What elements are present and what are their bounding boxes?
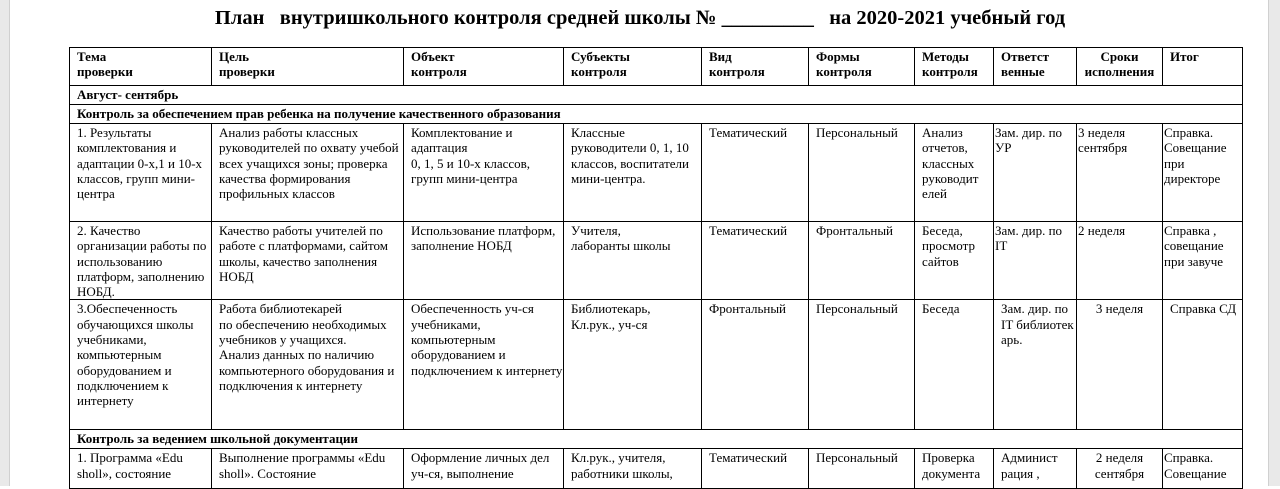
- table-row: [70, 124, 1243, 222]
- cell-form: Фронтальный: [809, 222, 915, 300]
- cell-deadline: 2 неделя сентября: [1077, 449, 1163, 489]
- cell-subjects: Библиотекарь, Кл.рук., уч-ся: [564, 300, 702, 430]
- cell-topic: 3.Обеспеченность обучающихся школы учебниками, компьютерным оборудованием и подключением к интернету: [70, 300, 212, 430]
- cell-subjects: Учителя, лаборанты школы: [564, 222, 702, 300]
- table-row: [70, 300, 1243, 430]
- cell-object: Комплектование и адаптация 0, 1, 5 и 10-х классов, групп мини-центра: [404, 124, 564, 222]
- cell-responsible: Зам. дир. по УР: [994, 124, 1077, 222]
- cell-methods: Анализ отчетов, классных руководит елей: [915, 124, 994, 222]
- control-plan-table: [69, 47, 1243, 489]
- cell-form: Персональный: [809, 300, 915, 430]
- cell-kind: Фронтальный: [702, 300, 809, 430]
- cell-goal: Анализ работы классных руководителей по охвату учебой всех учащихся зоны; проверка качества формирования профильных классов: [212, 124, 404, 222]
- cell-result: Справка. Совещание: [1163, 449, 1243, 489]
- table-row: [70, 449, 1243, 489]
- cell-kind: Тематический: [702, 124, 809, 222]
- header-deadline: Сроки исполнения: [1077, 48, 1163, 86]
- cell-deadline: 3 неделя: [1077, 300, 1163, 430]
- cell-form: Персональный: [809, 124, 915, 222]
- cell-result: Справка СД: [1163, 300, 1243, 430]
- header-subjects: Субъекты контроля: [564, 48, 702, 86]
- section-row: [70, 430, 1243, 449]
- cell-responsible: Зам. дир. по IT: [994, 222, 1077, 300]
- cell-object: Использование платформ, заполнение НОБД: [404, 222, 564, 300]
- cell-kind: Тематический: [702, 222, 809, 300]
- section-title: Контроль за обеспечением прав ребенка на получение качественного образования: [70, 105, 1243, 124]
- cell-subjects: Кл.рук., учителя, работники школы,: [564, 449, 702, 489]
- cell-methods: Беседа, просмотр сайтов: [915, 222, 994, 300]
- cell-goal: Выполнение программы «Edu sholl». Состояние: [212, 449, 404, 489]
- cell-responsible: Зам. дир. по IT библиотек арь.: [994, 300, 1077, 430]
- cell-methods: Проверка документа: [915, 449, 994, 489]
- header-object: Объект контроля: [404, 48, 564, 86]
- header-row: [70, 48, 1243, 86]
- table-row: [70, 222, 1243, 300]
- page-edge-left: [0, 0, 10, 486]
- cell-responsible: Админист рация ,: [994, 449, 1077, 489]
- section-row: [70, 105, 1243, 124]
- header-form: Формы контроля: [809, 48, 915, 86]
- header-methods: Методы контроля: [915, 48, 994, 86]
- cell-form: Персональный: [809, 449, 915, 489]
- cell-methods: Беседа: [915, 300, 994, 430]
- cell-goal: Качество работы учителей по работе с платформами, сайтом школы, качество заполнения НОБД: [212, 222, 404, 300]
- period-row: [70, 86, 1243, 105]
- cell-topic: 1. Программа «Edu sholl», состояние: [70, 449, 212, 489]
- cell-object: Обеспеченность уч-ся учебниками, компьютерным оборудованием и подключением к интернету: [404, 300, 564, 430]
- header-kind: Вид контроля: [702, 48, 809, 86]
- cell-result: Справка. Совещание при директоре: [1163, 124, 1243, 222]
- section-title: Контроль за ведением школьной документации: [70, 430, 1243, 449]
- cell-topic: 2. Качество организации работы по использованию платформ, заполнению НОБД.: [70, 222, 212, 300]
- header-result: Итог: [1163, 48, 1243, 86]
- cell-kind: Тематический: [702, 449, 809, 489]
- document-title: План внутришкольного контроля средней школы № _________ на 2020-2021 учебный год: [214, 7, 1066, 29]
- period-label: Август- сентябрь: [70, 86, 1243, 105]
- cell-deadline: 3 неделя сентября: [1077, 124, 1163, 222]
- cell-subjects: Классные руководители 0, 1, 10 классов, воспитатели мини-центра.: [564, 124, 702, 222]
- page-edge-right: [1268, 0, 1280, 486]
- cell-object: Оформление личных дел уч-ся, выполнение: [404, 449, 564, 489]
- cell-goal: Работа библиотекарей по обеспечению необходимых учебников у учащихся. Анализ данных по наличию компьютерного оборудования и подключения к интернету: [212, 300, 404, 430]
- cell-deadline: 2 неделя: [1077, 222, 1163, 300]
- header-responsible: Ответст венные: [994, 48, 1077, 86]
- header-goal: Цель проверки: [212, 48, 404, 86]
- header-topic: Тема проверки: [70, 48, 212, 86]
- cell-topic: 1. Результаты комплектования и адаптации 0-х,1 и 10-х классов, групп мини-центра: [70, 124, 212, 222]
- cell-result: Справка , совещание при завуче: [1163, 222, 1243, 300]
